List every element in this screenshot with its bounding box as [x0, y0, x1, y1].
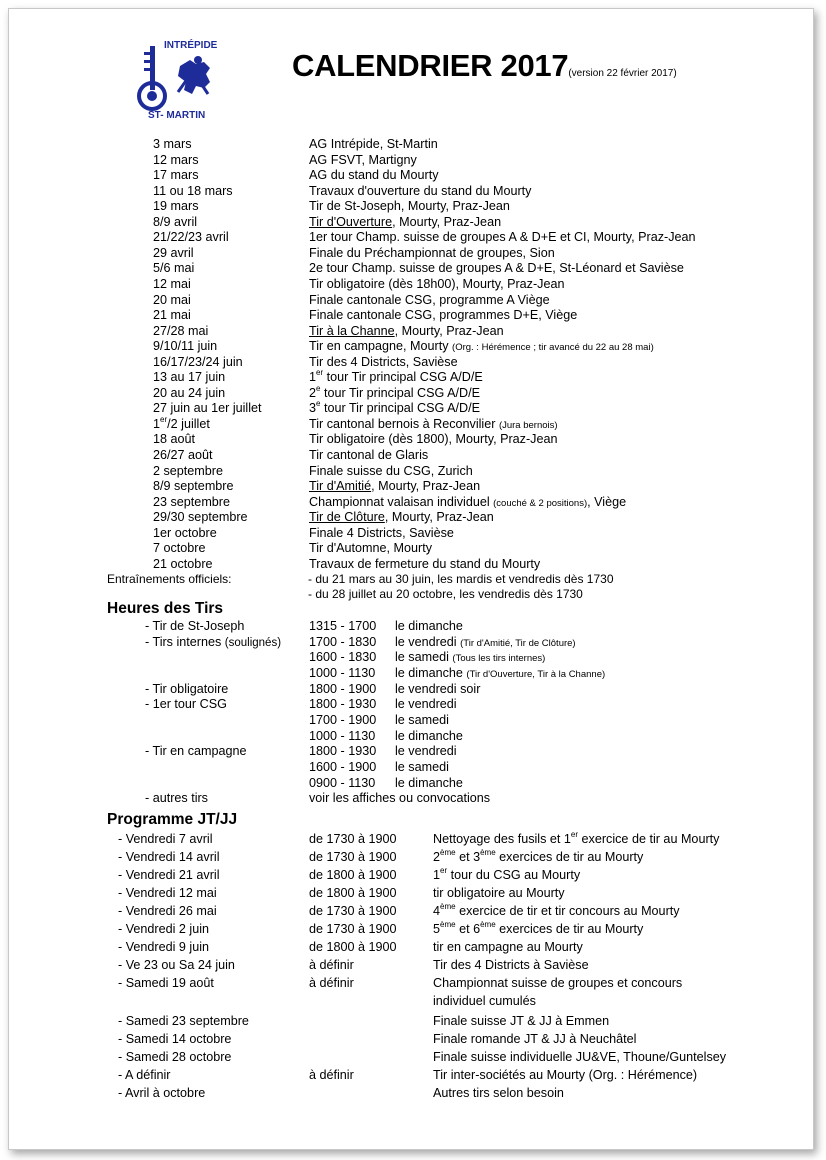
programme-activity: Finale suisse JT & JJ à Emmen — [433, 1014, 610, 1028]
heures-label: - Tirs internes (soulignés) — [145, 634, 282, 649]
calendar-date: 18 août — [153, 432, 196, 447]
programme-time: de 1800 à 1900 — [309, 868, 397, 882]
page-title — [292, 48, 677, 84]
calendar-date: 11 ou 18 mars — [153, 183, 233, 198]
heures-time: 1700 - 1900 — [309, 712, 377, 727]
heures-day-note: (Tir d'Amitié, Tir de Clôture) — [460, 637, 576, 649]
programme-activity: tir obligatoire au Mourty — [433, 886, 565, 900]
calendar-event: Tir d'Amitié, Mourty, Praz-Jean — [309, 479, 481, 494]
calendar-event: Tir cantonal de Glaris — [309, 448, 429, 462]
calendar-event: Tir obligatoire (dès 1800), Mourty, Praz-Jean — [309, 432, 558, 447]
heures-day: le dimanche — [395, 619, 463, 633]
programme-heading: Programme JT/JJ — [107, 811, 238, 828]
event-note: (Org. : Hérémence ; tir avancé du 22 au 28 mai) — [452, 342, 654, 354]
programme-date: - Vendredi 2 juin — [118, 922, 210, 936]
programme-activity: Championnat suisse de groupes et concours — [433, 976, 683, 990]
heures-day: le samedi — [395, 712, 449, 727]
calendar-event: Finale cantonale CSG, programmes D+E, Viège — [309, 308, 578, 323]
heures-label: - Tir en campagne — [145, 744, 247, 759]
trainings-label: Entraînements officiels: — [107, 572, 232, 586]
programme-activity: 5ème et 6ème exercices de tir au Mourty — [433, 920, 644, 936]
programme-activity: Tir inter-sociétés au Mourty (Org. : Hérémence) — [433, 1068, 698, 1082]
heures-label: - autres tirs — [145, 791, 208, 806]
calendar-event: AG Intrépide, St-Martin — [309, 137, 438, 151]
calendar-event: Travaux d'ouverture du stand du Mourty — [309, 183, 532, 198]
heures-time: voir les affiches ou convocations — [309, 791, 491, 806]
calendar-date: 13 au 17 juin — [153, 370, 226, 385]
heures-label: - Tir obligatoire — [145, 681, 229, 696]
calendar-event: Championnat valaisan individuel (couché & 2 positions), Viège — [309, 494, 627, 509]
heures-time: 1000 - 1130 — [309, 665, 376, 680]
ordinal-superscript: ème — [480, 920, 496, 929]
programme-activity-continued: individuel cumulés — [433, 994, 536, 1008]
calendar-date: 21/22/23 avril — [153, 230, 229, 245]
ordinal-superscript: er — [570, 830, 579, 839]
programme-date: - Avril à octobre — [118, 1086, 206, 1100]
ordinal-superscript: e — [316, 383, 321, 393]
heures-time: 1800 - 1930 — [309, 697, 377, 712]
programme-activity: Finale suisse individuelle JU&VE, Thoune/Guntelsey — [433, 1050, 727, 1064]
calendar-date: 21 mai — [153, 308, 191, 323]
programme-time: à définir — [309, 1068, 354, 1082]
programme-time: de 1800 à 1900 — [309, 940, 397, 954]
programme-date: - Samedi 14 octobre — [118, 1032, 232, 1046]
calendar-date: 5/6 mai — [153, 261, 195, 276]
heures-day: le samedi (Tous les tirs internes) — [395, 650, 546, 665]
calendar-event: Finale cantonale CSG, programme A Viège — [309, 292, 550, 307]
internal-shoot-underlined: Tir d'Amitié — [309, 479, 372, 494]
heures-day: le dimanche (Tir d'Ouverture, Tir à la Channe) — [395, 665, 606, 680]
programme-date: - Vendredi 12 mai — [118, 886, 217, 900]
calendar-date: 7 octobre — [153, 541, 206, 556]
ordinal-superscript: ème — [480, 848, 496, 857]
trainings-line-2: - du 28 juillet au 20 octobre, les vendredis dès 1730 — [308, 587, 583, 601]
calendar-event: Finale 4 Districts, Savièse — [309, 525, 454, 540]
calendar-date: 20 mai — [153, 292, 191, 307]
programme-date: - Vendredi 26 mai — [118, 904, 217, 918]
programme-time: à définir — [309, 976, 354, 990]
calendar-event: Tir d'Ouverture, Mourty, Praz-Jean — [309, 214, 502, 229]
calendar-event: Tir de St-Joseph, Mourty, Praz-Jean — [309, 199, 510, 214]
calendar-event: Tir à la Channe, Mourty, Praz-Jean — [309, 323, 504, 338]
calendar-date: 2 septembre — [153, 463, 224, 478]
calendar-date: 17 mars — [153, 168, 199, 183]
heures-label-note: (soulignés) — [224, 636, 282, 649]
programme-date: - Samedi 19 août — [118, 976, 214, 990]
heures-time: 1000 - 1130 — [309, 728, 376, 743]
logo-top-text: INTRÉPIDE — [164, 40, 218, 51]
event-note: (couché & 2 positions) — [493, 497, 588, 509]
programme-date: - Vendredi 7 avril — [118, 832, 213, 846]
heures-time: 1600 - 1830 — [309, 650, 377, 665]
programme-activity: Tir des 4 Districts à Savièse — [433, 958, 589, 972]
title-text: CALENDRIER 2017 — [292, 48, 569, 83]
programme-activity: 2ème et 3ème exercices de tir au Mourty — [433, 848, 644, 864]
heures-day: le vendredi — [395, 744, 457, 759]
club-logo — [128, 38, 238, 124]
internal-shoot-underlined: Tir de Clôture — [309, 510, 385, 525]
version-note: (version 22 février 2017) — [568, 68, 677, 79]
calendar-date: 3 mars — [153, 137, 192, 151]
programme-date: - Samedi 23 septembre — [118, 1014, 249, 1028]
calendar-date: 8/9 septembre — [153, 479, 234, 494]
ordinal-superscript: ème — [440, 920, 456, 929]
event-note: (Jura bernois) — [498, 419, 558, 431]
programme-time: à définir — [309, 958, 354, 972]
programme-activity: tir en campagne au Mourty — [433, 940, 583, 954]
calendar-event: AG FSVT, Martigny — [309, 152, 417, 167]
ordinal-superscript: er — [316, 368, 324, 378]
heures-day: le dimanche — [395, 775, 463, 790]
calendar-event: 1er tour Champ. suisse de groupes A & D+E et CI, Mourty, Praz-Jean — [309, 230, 696, 245]
programme-activity: 4ème exercice de tir et tir concours au Mourty — [433, 902, 680, 918]
ordinal-superscript: ème — [440, 902, 456, 911]
ordinal-superscript: ème — [440, 848, 456, 857]
programme-activity: 1er tour du CSG au Mourty — [433, 866, 581, 882]
programme-time: de 1730 à 1900 — [309, 850, 397, 864]
programme-date: - Ve 23 ou Sa 24 juin — [118, 958, 235, 972]
heures-time: 1800 - 1930 — [309, 744, 377, 759]
programme-time: de 1730 à 1900 — [309, 904, 397, 918]
heures-day-note: (Tir d'Ouverture, Tir à la Channe) — [466, 668, 606, 680]
calendar-date: 1er octobre — [153, 525, 217, 540]
heures-time: 0900 - 1130 — [309, 775, 376, 790]
calendar-date: 29/30 septembre — [153, 510, 248, 525]
calendar-event: Tir de Clôture, Mourty, Praz-Jean — [309, 510, 494, 525]
calendar-date: 26/27 août — [153, 448, 213, 462]
calendar-date: 29 avril — [153, 245, 194, 260]
logo-bottom-text: ST- MARTIN — [148, 110, 206, 121]
heures-day: le samedi — [395, 759, 449, 774]
calendar-event: Tir d'Automne, Mourty — [309, 541, 433, 556]
calendar-event: Finale du Préchampionnat de groupes, Sion — [309, 245, 555, 260]
calendar-event: AG du stand du Mourty — [309, 168, 439, 183]
heures-day-note: (Tous les tirs internes) — [452, 653, 546, 665]
heures-label: - 1er tour CSG — [145, 697, 227, 712]
calendar-event: Finale suisse du CSG, Zurich — [309, 463, 473, 478]
programme-date: - Vendredi 9 juin — [118, 940, 210, 954]
calendar-date: 12 mai — [153, 276, 191, 291]
calendar-date: 12 mars — [153, 152, 199, 167]
calendar-date: 8/9 avril — [153, 214, 198, 229]
heures-time: 1700 - 1830 — [309, 634, 377, 649]
calendar-date: 20 au 24 juin — [153, 385, 226, 400]
calendar-date: 21 octobre — [153, 556, 213, 571]
calendar-event: 3e tour Tir principal CSG A/D/E — [309, 399, 481, 416]
calendar-event: Tir des 4 Districts, Savièse — [309, 354, 458, 369]
calendar-event: 1er tour Tir principal CSG A/D/E — [309, 368, 483, 385]
heures-day: le vendredi soir — [395, 681, 481, 696]
programme-time: de 1800 à 1900 — [309, 886, 397, 900]
ordinal-superscript: e — [316, 399, 321, 409]
heures-day: le vendredi (Tir d'Amitié, Tir de Clôture) — [395, 634, 576, 649]
calendar-date: 1er/2 juillet — [153, 414, 210, 431]
calendar-event: Tir obligatoire (dès 18h00), Mourty, Praz-Jean — [309, 276, 565, 291]
programme-time: de 1730 à 1900 — [309, 922, 397, 936]
heures-heading: Heures des Tirs — [107, 600, 224, 617]
calendar-event: Travaux de fermeture du stand du Mourty — [309, 556, 541, 571]
programme-date: - Vendredi 14 avril — [118, 850, 220, 864]
heures-label: - Tir de St-Joseph — [145, 619, 245, 633]
heures-time: 1600 - 1900 — [309, 759, 377, 774]
heures-time: 1315 - 1700 — [309, 619, 377, 633]
date-superscript: er — [160, 414, 168, 424]
programme-date: - Vendredi 21 avril — [118, 868, 220, 882]
programme-activity: Nettoyage des fusils et 1er exercice de tir au Mourty — [433, 830, 720, 846]
heures-time: 1800 - 1900 — [309, 681, 377, 696]
ordinal-superscript: er — [440, 866, 448, 875]
calendar-date: 19 mars — [153, 199, 199, 214]
programme-date: - Samedi 28 octobre — [118, 1050, 232, 1064]
internal-shoot-underlined: Tir à la Channe — [309, 323, 395, 338]
calendar-date: 27/28 mai — [153, 323, 209, 338]
calendar-date: 27 juin au 1er juillet — [153, 401, 262, 416]
internal-shoot-underlined: Tir d'Ouverture — [309, 214, 393, 229]
programme-activity: Autres tirs selon besoin — [433, 1086, 564, 1100]
heures-day: le vendredi — [395, 697, 457, 712]
calendar-date: 16/17/23/24 juin — [153, 354, 243, 369]
heures-day: le dimanche — [395, 728, 463, 743]
calendar-date: 9/10/11 juin — [153, 339, 218, 354]
calendar-event: Tir en campagne, Mourty (Org. : Hérémence ; tir avancé du 22 au 28 mai) — [309, 339, 654, 354]
calendar-event: Tir cantonal bernois à Reconvilier (Jura bernois) — [309, 416, 558, 431]
trainings-line-1: - du 21 mars au 30 juin, les mardis et vendredis dès 1730 — [308, 572, 614, 586]
programme-activity: Finale romande JT & JJ à Neuchâtel — [433, 1032, 637, 1046]
calendar-date: 23 septembre — [153, 494, 231, 509]
calendar-event: 2e tour Tir principal CSG A/D/E — [309, 383, 481, 400]
programme-time: de 1730 à 1900 — [309, 832, 397, 846]
programme-date: - A définir — [118, 1068, 171, 1082]
calendar-event: 2e tour Champ. suisse de groupes A & D+E, St-Léonard et Savièse — [309, 261, 684, 276]
